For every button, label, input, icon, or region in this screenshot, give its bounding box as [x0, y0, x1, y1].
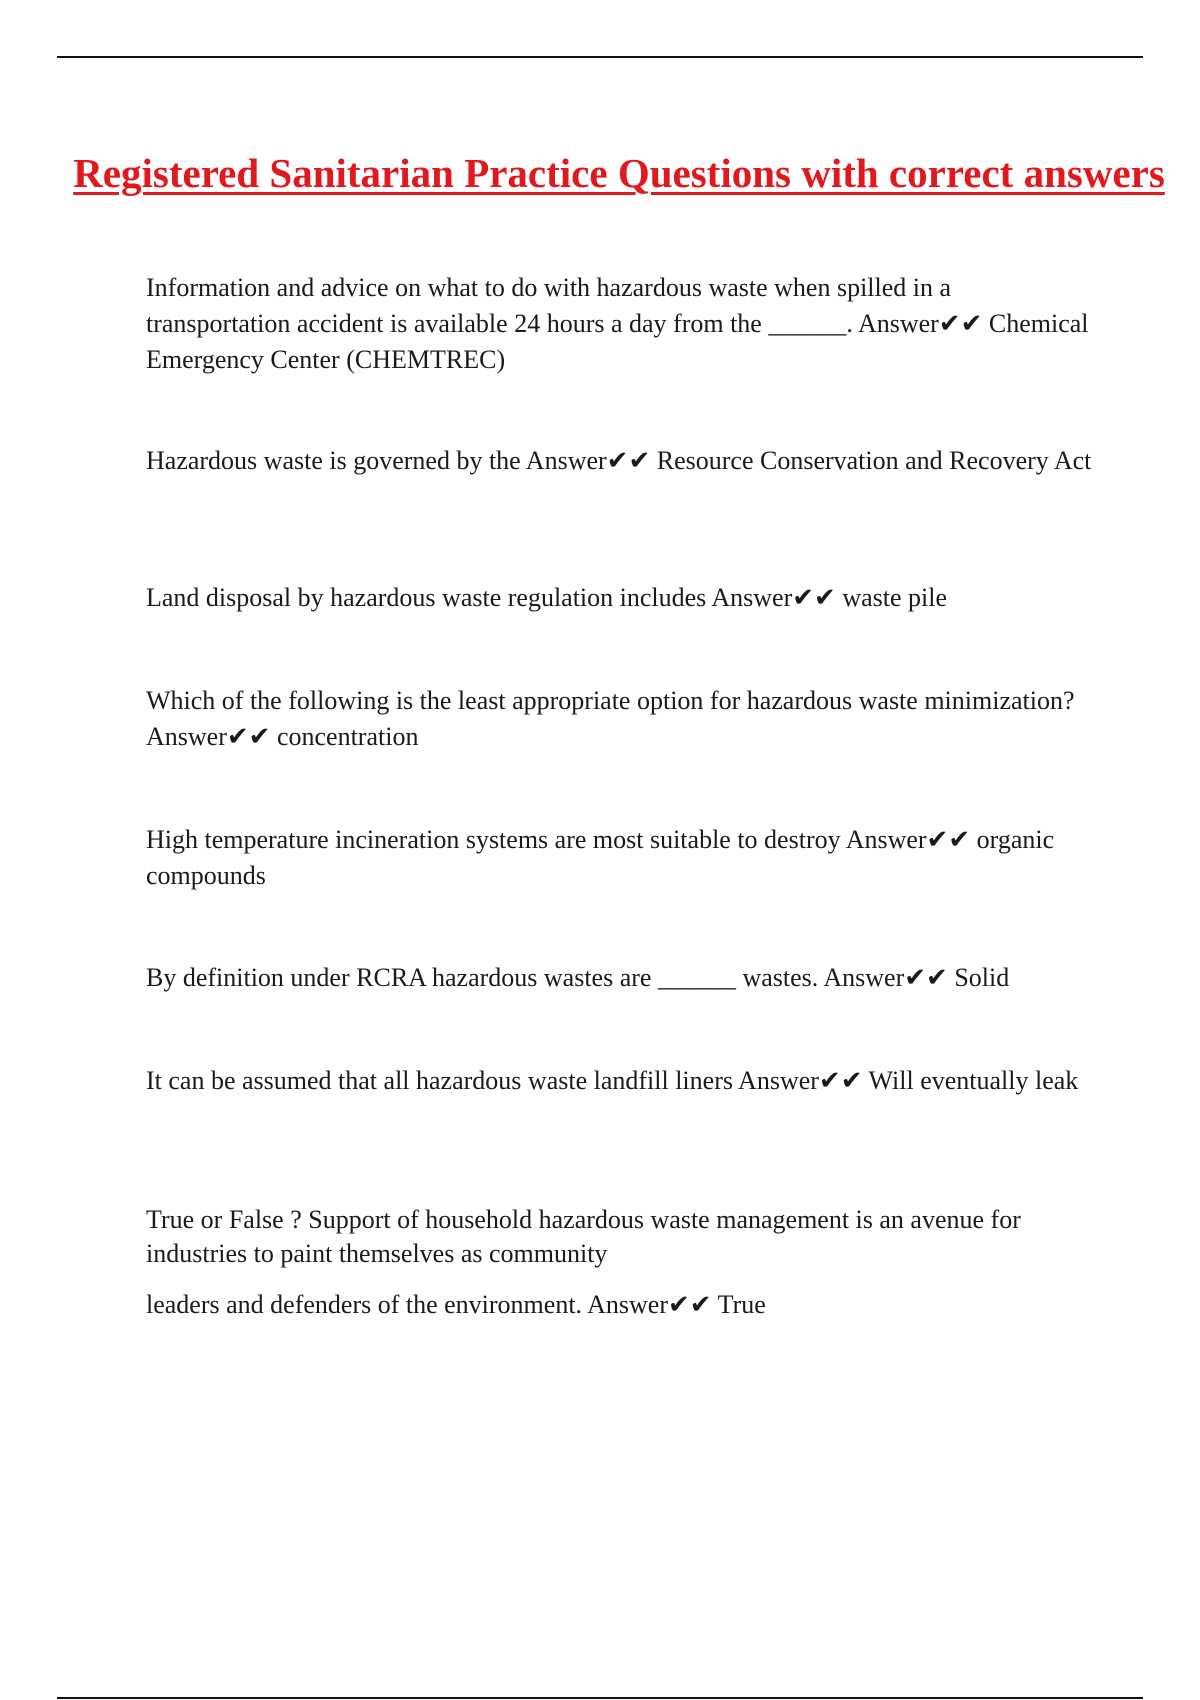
footer-rule	[57, 1697, 1143, 1699]
qa-item	[146, 1063, 1096, 1099]
answer-label: Answer✔✔	[845, 825, 971, 854]
answer-text: Will eventually leak	[868, 1066, 1079, 1095]
answer-label: Answer✔✔	[738, 1066, 863, 1095]
question-text: Information and advice on what to do with hazardous waste when spilled in a transportation accident is available 24 hours a day from the ______.	[146, 273, 952, 338]
answer-label: Answer✔✔	[823, 963, 948, 992]
header-rule	[57, 56, 1143, 58]
answer-label: Answer✔✔	[857, 309, 983, 338]
answer-label: Answer✔✔	[587, 1290, 712, 1319]
answer-label: Answer✔✔	[525, 446, 651, 475]
answer-text: Resource Conservation and Recovery Act	[656, 446, 1092, 475]
answer-text: Chemical Emergency Center (CHEMTREC)	[146, 309, 1089, 374]
question-text: By definition under RCRA hazardous wastes are ______ wastes.	[146, 963, 819, 992]
document-title	[0, 145, 1200, 201]
question-continuation-text: leaders and defenders of the environment.	[146, 1290, 583, 1319]
answer-label: Answer✔✔	[711, 583, 836, 612]
answer-text: concentration	[276, 722, 419, 751]
qa-item	[146, 960, 1146, 996]
question-text: Which of the following is the least appropriate option for hazardous waste minimization?	[146, 686, 1075, 715]
qa-item	[146, 443, 1096, 479]
answer-label: Answer✔✔	[146, 722, 271, 751]
qa-item	[146, 580, 1096, 616]
answer-text: organic compounds	[146, 825, 1055, 890]
question-text: Land disposal by hazardous waste regulation includes	[146, 583, 707, 612]
question-text: It can be assumed that all hazardous waste landfill liners	[146, 1066, 733, 1095]
qa-item	[146, 1203, 1096, 1271]
document-title-text: Registered Sanitarian Practice Questions with correct answers	[73, 150, 1165, 196]
answer-text: Solid	[954, 963, 1010, 992]
qa-item	[146, 822, 1096, 894]
answer-text: waste pile	[842, 583, 948, 612]
qa-item-continuation	[146, 1287, 1096, 1323]
qa-item	[146, 270, 1096, 378]
answer-text: True	[717, 1290, 766, 1319]
question-text: Hazardous waste is governed by the	[146, 446, 521, 475]
qa-item	[146, 683, 1096, 755]
question-text: True or False ? Support of household hazardous waste management is an avenue for industries to paint themselves as community	[146, 1205, 1021, 1268]
question-text: High temperature incineration systems are most suitable to destroy	[146, 825, 841, 854]
